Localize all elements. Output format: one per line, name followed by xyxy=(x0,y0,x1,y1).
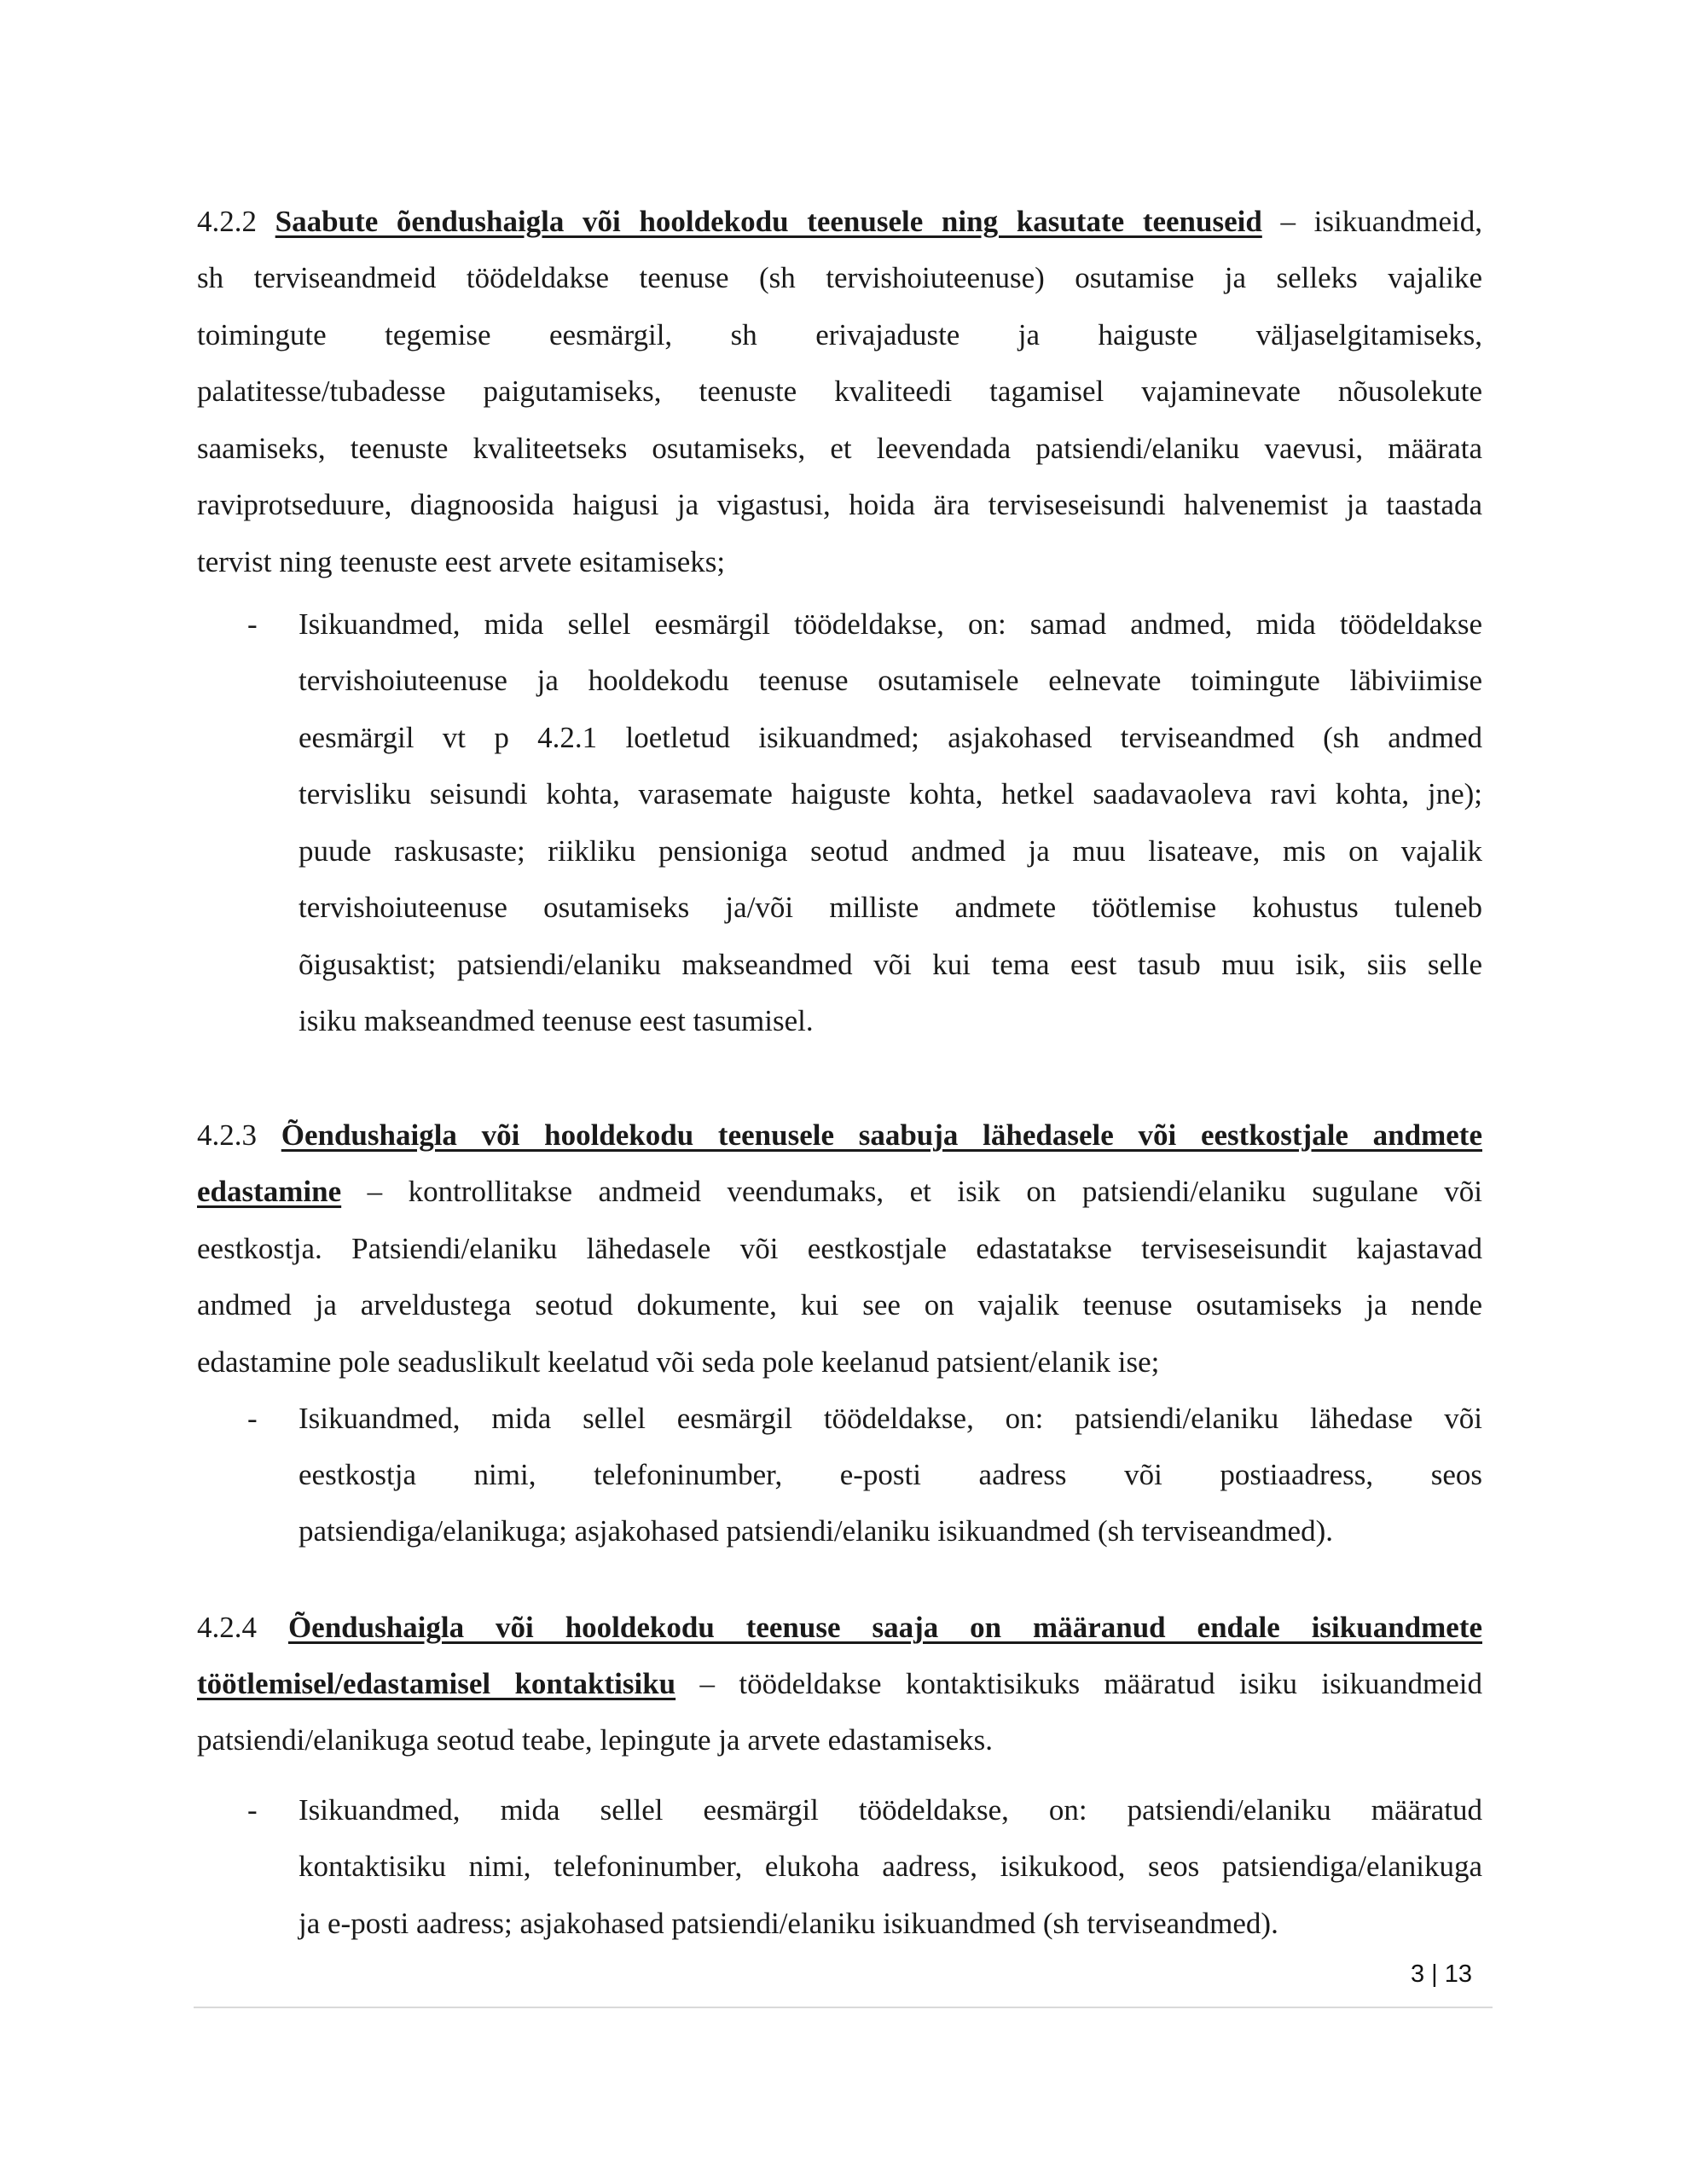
section-heading: Saabute õendushaigla või hooldekodu teenusele ning kasutate teenuseid xyxy=(275,205,1262,238)
bullet-line: Isikuandmed, mida sellel eesmärgil töödeldakse, on: samad andmed, mida töödeldakse xyxy=(299,607,1482,641)
paragraph-line: saamiseks, teenuste kvaliteetseks osutamiseks, et leevendada patsiendi/elaniku vaevusi, määrata xyxy=(197,432,1482,465)
bullet-line: puude raskusaste; riikliku pensioniga seotud andmed ja muu lisateave, mis on vajalik xyxy=(299,834,1482,868)
bullet-line: ja e-posti aadress; asjakohased patsiendi/elaniku isikuandmed (sh terviseandmed). xyxy=(299,1907,1278,1940)
paragraph-text: – kontrollitakse andmeid veendumaks, et isik on patsiendi/elaniku sugulane või xyxy=(341,1175,1482,1208)
section-4-2-3-line-1 xyxy=(197,1117,1482,1154)
paragraph-text: – isikuandmeid, xyxy=(1261,205,1482,238)
section-4-2-3-line-2 xyxy=(197,1173,1482,1211)
paragraph-line: edastamine pole seaduslikult keelatud või seda pole keelanud patsient/elanik ise; xyxy=(197,1345,1160,1379)
bullet-line: õigusaktist; patsiendi/elaniku makseandmed või kui tema eest tasub muu isik, siis selle xyxy=(299,948,1482,981)
bullet-line: Isikuandmed, mida sellel eesmärgil töödeldakse, on: patsiendi/elaniku määratud xyxy=(299,1793,1482,1827)
bullet-line: eesmärgil vt p 4.2.1 loetletud isikuandmed; asjakohased terviseandmed (sh andmed xyxy=(299,721,1482,754)
paragraph-line: eestkostja. Patsiendi/elaniku lähedasele või eestkostjale edastatakse terviseseisundit kajastavad xyxy=(197,1232,1482,1265)
paragraph-line: palatitesse/tubadesse paigutamiseks, teenuste kvaliteedi tagamisel vajaminevate nõusolekute xyxy=(197,375,1482,408)
section-heading: Õendushaigla või hooldekodu teenuse saaja on määranud endale isikuandmete xyxy=(287,1611,1482,1644)
bullet-line: isiku makseandmed teenuse eest tasumisel. xyxy=(299,1004,814,1037)
bullet-line: kontaktisiku nimi, telefoninumber, elukoha aadress, isikukood, seos patsiendiga/elanikuga xyxy=(299,1850,1482,1883)
paragraph-line: patsiendi/elanikuga seotud teabe, lepingute ja arvete edastamiseks. xyxy=(197,1723,994,1757)
bullet-line: patsiendiga/elanikuga; asjakohased patsiendi/elaniku isikuandmed (sh terviseandmed). xyxy=(299,1514,1333,1548)
paragraph-line: sh terviseandmeid töödeldakse teenuse (sh tervishoiuteenuse) osutamise ja selleks vajalike xyxy=(197,261,1482,294)
paragraph-line: toimingute tegemise eesmärgil, sh erivajaduste ja haiguste väljaselgitamiseks, xyxy=(197,318,1482,351)
bullet-line: tervishoiuteenuse ja hooldekodu teenuse osutamisele eelnevate toimingute läbiviimise xyxy=(299,664,1482,697)
paragraph-line: raviprotseduure, diagnoosida haigusi ja vigastusi, hoida ära terviseseisundi halvenemist ja taastada xyxy=(197,488,1482,521)
paragraph-line: andmed ja arveldustega seotud dokumente, kui see on vajalik teenuse osutamiseks ja nende xyxy=(197,1288,1482,1321)
page-number: 3 | 13 xyxy=(1410,1960,1472,1988)
bullet-dash-icon: - xyxy=(247,607,258,641)
bullet-line: tervishoiuteenuse osutamiseks ja/või milliste andmete töötlemise kohustus tuleneb xyxy=(299,891,1482,924)
bullet-dash-icon: - xyxy=(247,1402,258,1435)
paragraph-line: tervist ning teenuste eest arvete esitamiseks; xyxy=(197,545,726,578)
section-number: 4.2.3 xyxy=(197,1118,281,1152)
section-4-2-4-line-1 xyxy=(197,1609,1482,1647)
section-4-2-4-line-2 xyxy=(197,1665,1482,1703)
section-heading: Õendushaigla või hooldekodu teenusele saabuja lähedasele või eestkostjale andmete xyxy=(281,1118,1482,1152)
section-number: 4.2.2 xyxy=(197,205,275,238)
section-heading-cont: edastamine xyxy=(197,1175,342,1208)
footer-divider xyxy=(194,2007,1493,2008)
paragraph-text: – töödeldakse kontaktisikuks määratud isiku isikuandmeid xyxy=(675,1667,1482,1700)
bullet-dash-icon: - xyxy=(247,1793,258,1827)
section-4-2-2-line-1 xyxy=(197,203,1482,241)
bullet-line: eestkostja nimi, telefoninumber, e-posti aadress või postiaadress, seos xyxy=(299,1458,1482,1491)
bullet-line: Isikuandmed, mida sellel eesmärgil töödeldakse, on: patsiendi/elaniku lähedase või xyxy=(299,1402,1482,1435)
bullet-line: tervisliku seisundi kohta, varasemate haiguste kohta, hetkel saadavaoleva ravi kohta, jne); xyxy=(299,777,1482,810)
section-number: 4.2.4 xyxy=(197,1611,288,1644)
section-heading-cont: töötlemisel/edastamisel kontaktisiku xyxy=(197,1667,676,1700)
